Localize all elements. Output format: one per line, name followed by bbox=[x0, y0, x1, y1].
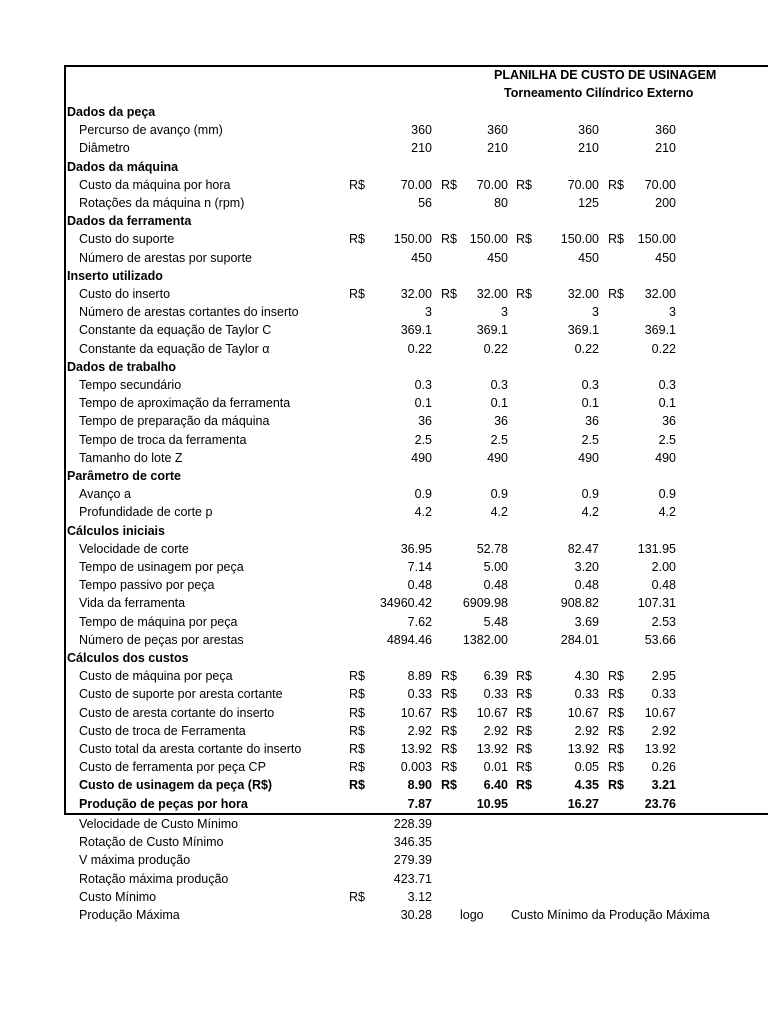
value-cell: 10.67 bbox=[644, 705, 676, 720]
value-cell: 210 bbox=[487, 141, 508, 156]
value-cell: 125 bbox=[578, 196, 599, 210]
currency-symbol: R$ bbox=[516, 232, 532, 247]
value-cell: 369.1 bbox=[400, 323, 432, 338]
value-cell: 369.1 bbox=[476, 323, 508, 338]
table-row bbox=[0, 249, 768, 267]
currency-symbol: R$ bbox=[441, 669, 457, 684]
value-cell: 70.00 bbox=[400, 177, 432, 192]
table-row bbox=[0, 667, 768, 685]
summary-row bbox=[0, 888, 768, 906]
currency-symbol: R$ bbox=[349, 687, 365, 702]
currency-symbol: R$ bbox=[441, 742, 457, 756]
value-cell: 32.00 bbox=[567, 287, 599, 301]
currency-symbol: R$ bbox=[441, 232, 457, 247]
value-cell: 0.3 bbox=[490, 378, 508, 392]
row-label: Tempo de troca da ferramenta bbox=[79, 432, 247, 447]
row-label: Produção de peças por hora bbox=[79, 796, 248, 811]
value-cell: 13.92 bbox=[644, 742, 676, 756]
value-cell: 0.003 bbox=[400, 760, 432, 775]
currency-symbol: R$ bbox=[441, 177, 457, 192]
value-cell: 13.92 bbox=[400, 742, 432, 756]
value-cell: 0.33 bbox=[483, 687, 508, 702]
table-row bbox=[0, 613, 768, 631]
currency-symbol: R$ bbox=[516, 705, 532, 720]
section-title: Cálculos iniciais bbox=[67, 523, 165, 538]
section-header bbox=[0, 467, 768, 485]
value-cell: 0.9 bbox=[490, 487, 508, 502]
section-header bbox=[0, 158, 768, 176]
summary-row bbox=[0, 851, 768, 869]
summary-label: Produção Máxima bbox=[79, 908, 180, 922]
table-row bbox=[0, 540, 768, 558]
currency-symbol: R$ bbox=[441, 723, 457, 738]
value-cell: 0.05 bbox=[574, 760, 599, 775]
value-cell: 0.3 bbox=[414, 378, 432, 392]
row-label: Número de arestas por suporte bbox=[79, 250, 253, 265]
row-label: Rotações da máquina n (rpm) bbox=[79, 196, 245, 210]
currency-symbol: R$ bbox=[349, 705, 365, 720]
table-row bbox=[0, 431, 768, 449]
value-cell: 7.62 bbox=[407, 614, 432, 629]
value-cell: 5.48 bbox=[483, 614, 508, 629]
value-cell: 3.69 bbox=[574, 614, 599, 629]
value-cell: 13.92 bbox=[476, 742, 508, 756]
table-row bbox=[0, 795, 768, 813]
currency-symbol: R$ bbox=[516, 287, 532, 301]
section-header bbox=[0, 103, 768, 121]
value-cell: 70.00 bbox=[476, 177, 508, 192]
currency-symbol: R$ bbox=[349, 723, 365, 738]
section-header bbox=[0, 649, 768, 667]
value-cell: 4.2 bbox=[658, 505, 676, 520]
currency-symbol: R$ bbox=[349, 287, 365, 301]
table-row bbox=[0, 685, 768, 703]
summary-row bbox=[0, 906, 768, 924]
currency-symbol: R$ bbox=[516, 742, 532, 756]
footer-note: Custo Mínimo da Produção Máxima bbox=[511, 908, 710, 922]
value-cell: 52.78 bbox=[476, 541, 508, 556]
value-cell: 10.95 bbox=[476, 796, 508, 811]
section-title: Dados da ferramenta bbox=[67, 214, 192, 229]
currency-symbol: R$ bbox=[441, 705, 457, 720]
value-cell: 3 bbox=[425, 305, 432, 320]
value-cell: 36 bbox=[585, 414, 599, 429]
value-cell: 450 bbox=[487, 250, 508, 265]
value-cell: 284.01 bbox=[560, 632, 599, 647]
value-cell: 53.66 bbox=[644, 632, 676, 647]
currency-symbol: R$ bbox=[608, 705, 624, 720]
table-row bbox=[0, 176, 768, 194]
currency-symbol: R$ bbox=[349, 669, 365, 684]
value-cell: 0.48 bbox=[574, 578, 599, 593]
value-cell: 3.20 bbox=[574, 560, 599, 574]
value-cell: 10.67 bbox=[400, 705, 432, 720]
table-row bbox=[0, 412, 768, 430]
value-cell: 0.48 bbox=[407, 578, 432, 593]
value-cell: 360 bbox=[655, 123, 676, 138]
value-cell: 369.1 bbox=[644, 323, 676, 338]
table-row bbox=[0, 776, 768, 794]
table-row bbox=[0, 704, 768, 722]
currency-symbol: R$ bbox=[349, 760, 365, 775]
value-cell: 2.5 bbox=[581, 432, 599, 447]
sheet-title: PLANILHA DE CUSTO DE USINAGEM bbox=[494, 68, 717, 82]
summary-label: Custo Mínimo bbox=[79, 889, 157, 904]
value-cell: 210 bbox=[578, 141, 599, 156]
row-label: Constante da equação de Taylor C bbox=[79, 323, 272, 338]
row-label: Número de arestas cortantes do inserto bbox=[79, 305, 299, 320]
value-cell: 4.2 bbox=[490, 505, 508, 520]
row-label: Constante da equação de Taylor α bbox=[79, 341, 270, 356]
value-cell: 908.82 bbox=[560, 596, 599, 611]
section-title: Cálculos dos custos bbox=[67, 651, 189, 665]
value-cell: 0.1 bbox=[490, 396, 508, 411]
currency-symbol: R$ bbox=[608, 778, 624, 793]
value-cell: 2.53 bbox=[651, 614, 676, 629]
currency-symbol: R$ bbox=[441, 760, 457, 775]
row-label: Velocidade de corte bbox=[79, 541, 189, 556]
row-label: Diâmetro bbox=[79, 141, 130, 156]
row-label: Vida da ferramenta bbox=[79, 596, 186, 611]
value-cell: 490 bbox=[487, 450, 508, 465]
currency-symbol: R$ bbox=[349, 778, 365, 793]
value-cell: 70.00 bbox=[644, 177, 676, 192]
currency-symbol: R$ bbox=[608, 669, 624, 684]
value-cell: 7.14 bbox=[407, 560, 432, 574]
value-cell: 2.00 bbox=[651, 560, 676, 574]
value-cell: 2.92 bbox=[407, 723, 432, 738]
value-cell: 0.26 bbox=[651, 760, 676, 775]
row-label: Custo de suporte por aresta cortante bbox=[79, 687, 283, 702]
row-label: Custo de usinagem da peça (R$) bbox=[79, 778, 273, 793]
section-title: Dados da máquina bbox=[67, 159, 179, 174]
value-cell: 2.92 bbox=[574, 723, 599, 738]
currency-symbol: R$ bbox=[349, 742, 365, 756]
row-label: Custo total da aresta cortante do inserto bbox=[79, 742, 302, 756]
currency-symbol: R$ bbox=[441, 778, 457, 793]
value-cell: 490 bbox=[578, 450, 599, 465]
value-cell: 3 bbox=[669, 305, 676, 320]
value-cell: 5.00 bbox=[483, 560, 508, 574]
currency-symbol: R$ bbox=[349, 177, 365, 192]
summary-label: Rotação máxima produção bbox=[79, 871, 229, 886]
currency-symbol: R$ bbox=[441, 287, 457, 301]
value-cell: 0.3 bbox=[581, 378, 599, 392]
value-cell: 0.01 bbox=[483, 760, 508, 775]
section-title: Inserto utilizado bbox=[67, 268, 163, 283]
table-row bbox=[0, 576, 768, 594]
value-cell: 32.00 bbox=[400, 287, 432, 301]
row-label: Número de peças por arestas bbox=[79, 632, 244, 647]
row-label: Tempo de aproximação da ferramenta bbox=[79, 396, 291, 411]
value-cell: 36 bbox=[418, 414, 432, 429]
summary-value: 423.71 bbox=[393, 871, 432, 886]
value-cell: 0.9 bbox=[414, 487, 432, 502]
currency-symbol: R$ bbox=[516, 760, 532, 775]
row-label: Custo de aresta cortante do inserto bbox=[79, 705, 275, 720]
currency-symbol: R$ bbox=[516, 687, 532, 702]
currency-symbol: R$ bbox=[349, 889, 365, 904]
value-cell: 56 bbox=[418, 196, 432, 210]
table-row bbox=[0, 594, 768, 612]
value-cell: 3 bbox=[592, 305, 599, 320]
row-label: Tempo de preparação da máquina bbox=[79, 414, 270, 429]
row-label: Tempo de máquina por peça bbox=[79, 614, 238, 629]
value-cell: 1382.00 bbox=[462, 632, 508, 647]
value-cell: 450 bbox=[578, 250, 599, 265]
value-cell: 36 bbox=[662, 414, 676, 429]
value-cell: 0.33 bbox=[574, 687, 599, 702]
value-cell: 490 bbox=[411, 450, 432, 465]
value-cell: 32.00 bbox=[644, 287, 676, 301]
section-header bbox=[0, 267, 768, 285]
summary-value: 279.39 bbox=[393, 853, 432, 868]
value-cell: 82.47 bbox=[567, 541, 599, 556]
table-row bbox=[0, 740, 768, 758]
row-label: Tempo passivo por peça bbox=[79, 578, 215, 593]
row-label: Percurso de avanço (mm) bbox=[79, 123, 223, 138]
value-cell: 32.00 bbox=[476, 287, 508, 301]
section-title: Parâmetro de corte bbox=[67, 469, 181, 483]
value-cell: 2.5 bbox=[658, 432, 676, 447]
value-cell: 16.27 bbox=[567, 796, 599, 811]
value-cell: 0.33 bbox=[407, 687, 432, 702]
value-cell: 360 bbox=[487, 123, 508, 138]
section-header bbox=[0, 212, 768, 230]
table-row bbox=[0, 321, 768, 339]
value-cell: 0.1 bbox=[581, 396, 599, 411]
value-cell: 210 bbox=[655, 141, 676, 156]
table-row bbox=[0, 631, 768, 649]
currency-symbol: R$ bbox=[608, 232, 624, 247]
value-cell: 2.95 bbox=[651, 669, 676, 684]
value-cell: 0.1 bbox=[414, 396, 432, 411]
row-label: Custo de máquina por peça bbox=[79, 669, 233, 684]
summary-row bbox=[0, 833, 768, 851]
section-header bbox=[0, 358, 768, 376]
section-title: Dados de trabalho bbox=[67, 359, 177, 374]
summary-value: 3.12 bbox=[407, 889, 432, 904]
summary-row bbox=[0, 870, 768, 888]
footer-word: logo bbox=[460, 908, 484, 922]
value-cell: 36 bbox=[494, 414, 508, 429]
table-row bbox=[0, 230, 768, 248]
currency-symbol: R$ bbox=[608, 177, 624, 192]
value-cell: 4.35 bbox=[574, 778, 599, 793]
value-cell: 4894.46 bbox=[386, 632, 432, 647]
value-cell: 7.87 bbox=[407, 796, 432, 811]
table-row bbox=[0, 722, 768, 740]
row-label: Custo da máquina por hora bbox=[79, 177, 231, 192]
currency-symbol: R$ bbox=[349, 232, 365, 247]
value-cell: 107.31 bbox=[637, 596, 676, 611]
value-cell: 6.39 bbox=[483, 669, 508, 684]
value-cell: 0.3 bbox=[658, 378, 676, 392]
table-row bbox=[0, 194, 768, 212]
summary-label: Rotação de Custo Mínimo bbox=[79, 835, 224, 850]
sheet-subtitle: Torneamento Cilíndrico Externo bbox=[504, 86, 694, 100]
summary-row bbox=[0, 815, 768, 833]
table-row bbox=[0, 394, 768, 412]
summary-value: 346.35 bbox=[393, 835, 432, 850]
value-cell: 0.33 bbox=[651, 687, 676, 702]
value-cell: 0.48 bbox=[651, 578, 676, 593]
row-label: Custo de ferramenta por peça CP bbox=[79, 760, 266, 775]
table-row bbox=[0, 340, 768, 358]
currency-symbol: R$ bbox=[608, 742, 624, 756]
value-cell: 2.5 bbox=[490, 432, 508, 447]
value-cell: 4.2 bbox=[581, 505, 599, 520]
currency-symbol: R$ bbox=[608, 287, 624, 301]
section-header bbox=[0, 522, 768, 540]
value-cell: 200 bbox=[655, 196, 676, 210]
table-row bbox=[0, 121, 768, 139]
value-cell: 0.9 bbox=[658, 487, 676, 502]
value-cell: 34960.42 bbox=[379, 596, 432, 611]
value-cell: 490 bbox=[655, 450, 676, 465]
value-cell: 3.21 bbox=[651, 778, 676, 793]
value-cell: 80 bbox=[494, 196, 508, 210]
table-row bbox=[0, 285, 768, 303]
value-cell: 0.48 bbox=[483, 578, 508, 593]
value-cell: 0.1 bbox=[658, 396, 676, 411]
value-cell: 10.67 bbox=[567, 705, 599, 720]
value-cell: 2.92 bbox=[483, 723, 508, 738]
row-label: Custo do inserto bbox=[79, 287, 171, 301]
value-cell: 0.22 bbox=[483, 341, 508, 356]
table-row bbox=[0, 449, 768, 467]
value-cell: 0.22 bbox=[651, 341, 676, 356]
table-row bbox=[0, 503, 768, 521]
value-cell: 210 bbox=[411, 141, 432, 156]
row-label: Tamanho do lote Z bbox=[79, 450, 183, 465]
value-cell: 36.95 bbox=[400, 541, 432, 556]
row-label: Custo do suporte bbox=[79, 232, 175, 247]
row-label: Avanço a bbox=[79, 487, 131, 502]
value-cell: 23.76 bbox=[644, 796, 676, 811]
row-label: Profundidade de corte p bbox=[79, 505, 213, 520]
value-cell: 0.9 bbox=[581, 487, 599, 502]
value-cell: 10.67 bbox=[476, 705, 508, 720]
table-row bbox=[0, 758, 768, 776]
currency-symbol: R$ bbox=[516, 669, 532, 684]
value-cell: 4.30 bbox=[574, 669, 599, 684]
value-cell: 3 bbox=[501, 305, 508, 320]
value-cell: 450 bbox=[411, 250, 432, 265]
summary-value: 228.39 bbox=[393, 817, 432, 831]
summary-value: 30.28 bbox=[400, 908, 432, 922]
currency-symbol: R$ bbox=[516, 177, 532, 192]
currency-symbol: R$ bbox=[608, 687, 624, 702]
value-cell: 369.1 bbox=[567, 323, 599, 338]
summary-label: Velocidade de Custo Mínimo bbox=[79, 817, 239, 831]
value-cell: 150.00 bbox=[637, 232, 676, 247]
value-cell: 360 bbox=[411, 123, 432, 138]
value-cell: 150.00 bbox=[469, 232, 508, 247]
table-row bbox=[0, 139, 768, 157]
value-cell: 450 bbox=[655, 250, 676, 265]
value-cell: 150.00 bbox=[560, 232, 599, 247]
currency-symbol: R$ bbox=[441, 687, 457, 702]
row-label: Custo de troca de Ferramenta bbox=[79, 723, 246, 738]
value-cell: 70.00 bbox=[567, 177, 599, 192]
value-cell: 8.89 bbox=[407, 669, 432, 684]
summary-label: V máxima produção bbox=[79, 853, 191, 868]
currency-symbol: R$ bbox=[516, 723, 532, 738]
value-cell: 6.40 bbox=[483, 778, 508, 793]
table-row bbox=[0, 558, 768, 576]
value-cell: 360 bbox=[578, 123, 599, 138]
currency-symbol: R$ bbox=[608, 760, 624, 775]
value-cell: 2.5 bbox=[414, 432, 432, 447]
value-cell: 13.92 bbox=[567, 742, 599, 756]
row-label: Tempo de usinagem por peça bbox=[79, 560, 244, 574]
section-title: Dados da peça bbox=[67, 105, 156, 119]
row-label: Tempo secundário bbox=[79, 378, 182, 392]
value-cell: 4.2 bbox=[414, 505, 432, 520]
value-cell: 6909.98 bbox=[462, 596, 508, 611]
table-row bbox=[0, 485, 768, 503]
value-cell: 0.22 bbox=[574, 341, 599, 356]
currency-symbol: R$ bbox=[516, 778, 532, 793]
value-cell: 150.00 bbox=[393, 232, 432, 247]
currency-symbol: R$ bbox=[608, 723, 624, 738]
value-cell: 2.92 bbox=[651, 723, 676, 738]
value-cell: 131.95 bbox=[637, 541, 676, 556]
value-cell: 0.22 bbox=[407, 341, 432, 356]
value-cell: 8.90 bbox=[407, 778, 432, 793]
table-row bbox=[0, 303, 768, 321]
table-row bbox=[0, 376, 768, 394]
